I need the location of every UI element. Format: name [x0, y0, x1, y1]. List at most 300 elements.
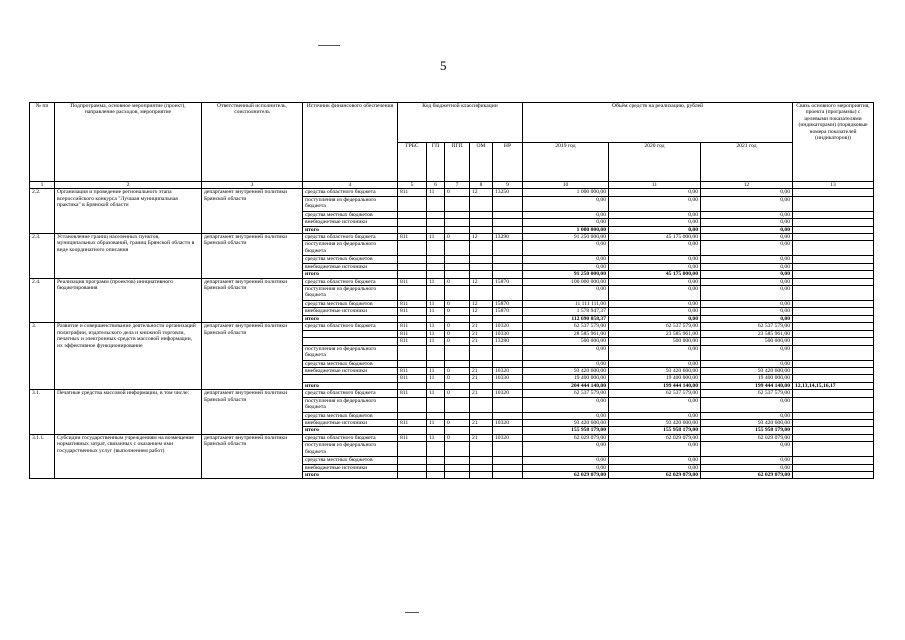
value-2021: 0,00 — [701, 397, 793, 412]
grbs-cell: 811 — [398, 301, 427, 308]
value-2021: 0,00 — [701, 278, 793, 285]
link-cell — [793, 219, 874, 226]
om-cell — [470, 263, 493, 270]
om-cell — [470, 382, 493, 389]
nr-cell — [493, 442, 523, 457]
nr-cell: 13280 — [493, 338, 523, 345]
value-2020: 0,00 — [609, 412, 701, 419]
pgp-cell — [445, 315, 470, 322]
gp-cell — [427, 457, 445, 464]
nr-cell — [493, 263, 523, 270]
value-2019: 0,00 — [523, 464, 609, 471]
value-2020: 0,00 — [609, 256, 701, 263]
grbs-cell — [398, 457, 427, 464]
om-cell — [470, 286, 493, 301]
om-cell — [470, 256, 493, 263]
gp-cell: 11 — [427, 367, 445, 374]
nr-cell — [493, 471, 523, 478]
value-2020: 155 958 179,00 — [609, 427, 701, 434]
value-2021: 199 444 140,00 — [701, 382, 793, 389]
value-2019: 0,00 — [523, 442, 609, 457]
value-2019: 91 250 000,00 — [523, 234, 609, 241]
link-cell — [793, 189, 874, 196]
source-cell: средства местных бюджетов — [303, 360, 398, 367]
link-cell — [793, 330, 874, 337]
om-cell: 12 — [470, 189, 493, 196]
om-cell — [470, 457, 493, 464]
value-2019: 0,00 — [523, 360, 609, 367]
source-cell — [303, 330, 398, 337]
grbs-cell — [398, 427, 427, 434]
nr-cell: 10330 — [493, 375, 523, 382]
value-2019: 0,00 — [523, 241, 609, 256]
pgp-cell — [445, 211, 470, 218]
nr-cell — [493, 241, 523, 256]
pgp-cell — [445, 345, 470, 360]
link-cell — [793, 301, 874, 308]
gp-cell — [427, 412, 445, 419]
value-2021: 500 000,00 — [701, 338, 793, 345]
value-2021: 0,00 — [701, 315, 793, 322]
pgp-cell: 0 — [445, 189, 470, 196]
nr-cell — [493, 345, 523, 360]
value-2020: 199 444 140,00 — [609, 382, 701, 389]
value-2019: 62 029 079,00 — [523, 434, 609, 441]
link-cell — [793, 241, 874, 256]
grbs-cell — [398, 263, 427, 270]
pgp-cell — [445, 256, 470, 263]
grbs-cell: 811 — [398, 434, 427, 441]
source-cell — [303, 338, 398, 345]
om-cell: 21 — [470, 330, 493, 337]
header-kbk: Код бюджетной классификации — [398, 103, 523, 143]
gp-cell — [427, 196, 445, 211]
link-cell — [793, 234, 874, 241]
value-2020: 0,00 — [609, 263, 701, 270]
nr-cell — [493, 382, 523, 389]
header-2020: 2020 год — [609, 142, 701, 182]
item-executor: департамент внутренней политики Брянской области — [202, 323, 303, 390]
gp-cell — [427, 263, 445, 270]
value-2019: 100 000 000,00 — [523, 278, 609, 285]
om-cell — [470, 226, 493, 233]
column-number-row — [30, 182, 874, 189]
om-cell — [470, 427, 493, 434]
gp-cell — [427, 360, 445, 367]
value-2021: 0,00 — [701, 442, 793, 457]
pgp-cell — [445, 263, 470, 270]
source-cell: внебюджетные источники — [303, 263, 398, 270]
source-cell: внебюджетные источники — [303, 419, 398, 426]
source-cell: средства местных бюджетов — [303, 211, 398, 218]
value-2021: 0,00 — [701, 457, 793, 464]
nr-cell: 15870 — [493, 308, 523, 315]
link-cell — [793, 375, 874, 382]
column-number-cell: 10 — [523, 182, 609, 189]
grbs-cell — [398, 226, 427, 233]
item-name: Печатные средства массовой информации, в том числе: — [55, 390, 202, 435]
source-cell: итого — [303, 471, 398, 478]
grbs-cell: 811 — [398, 367, 427, 374]
gp-cell: 11 — [427, 434, 445, 441]
column-number-cell: 7 — [445, 182, 470, 189]
source-cell: внебюджетные источники — [303, 219, 398, 226]
table-row — [30, 234, 874, 241]
value-2021: 93 420 600,00 — [701, 419, 793, 426]
value-2020: 93 420 600,00 — [609, 367, 701, 374]
link-cell — [793, 211, 874, 218]
value-2021: 62 029 079,00 — [701, 434, 793, 441]
om-cell — [470, 397, 493, 412]
gp-cell: 11 — [427, 419, 445, 426]
value-2020: 0,00 — [609, 219, 701, 226]
grbs-cell — [398, 442, 427, 457]
value-2020: 0,00 — [609, 278, 701, 285]
value-2019: 0,00 — [523, 345, 609, 360]
column-number-cell: 3 — [202, 182, 303, 189]
link-cell — [793, 457, 874, 464]
nr-cell: 10330 — [493, 330, 523, 337]
value-2020: 0,00 — [609, 286, 701, 301]
pgp-cell — [445, 286, 470, 301]
value-2019: 0,00 — [523, 286, 609, 301]
gp-cell: 11 — [427, 189, 445, 196]
source-cell: внебюджетные источники — [303, 308, 398, 315]
pgp-cell: 0 — [445, 234, 470, 241]
grbs-cell — [398, 286, 427, 301]
om-cell: 21 — [470, 419, 493, 426]
pgp-cell: 0 — [445, 338, 470, 345]
value-2019: 1 578 947,37 — [523, 308, 609, 315]
pgp-cell — [445, 271, 470, 278]
value-2020: 500 000,00 — [609, 338, 701, 345]
nr-cell — [493, 226, 523, 233]
nr-cell — [493, 412, 523, 419]
value-2019: 0,00 — [523, 196, 609, 211]
source-cell: средства местных бюджетов — [303, 457, 398, 464]
link-cell — [793, 315, 874, 322]
table-body — [30, 103, 874, 479]
value-2020: 0,00 — [609, 315, 701, 322]
source-cell: средства областного бюджета — [303, 390, 398, 397]
column-number-cell: 8 — [470, 182, 493, 189]
grbs-cell: 811 — [398, 234, 427, 241]
header-executor: Ответственный исполнитель, соисполнитель — [202, 103, 303, 182]
value-2020: 0,00 — [609, 360, 701, 367]
link-cell: 12,13,14,15,16,17 — [793, 382, 874, 389]
grbs-cell: 811 — [398, 390, 427, 397]
link-cell — [793, 263, 874, 270]
value-2019: 1 000 000,00 — [523, 189, 609, 196]
item-number: 2.4. — [30, 278, 55, 323]
value-2019: 62 537 579,00 — [523, 390, 609, 397]
nr-cell — [493, 464, 523, 471]
value-2019: 62 537 579,00 — [523, 323, 609, 330]
value-2020: 0,00 — [609, 301, 701, 308]
source-cell: поступления из федерального бюджета — [303, 397, 398, 412]
pgp-cell — [445, 464, 470, 471]
gp-cell: 11 — [427, 375, 445, 382]
column-number-cell: 1 — [30, 182, 55, 189]
value-2019: 112 690 058,37 — [523, 315, 609, 322]
header-volume: Объём средств на реализацию, рублей — [523, 103, 793, 143]
item-name: Реализация программ (проектов) инициативного бюджетирования — [55, 278, 202, 323]
value-2021: 0,00 — [701, 226, 793, 233]
nr-cell: 10320 — [493, 390, 523, 397]
pgp-cell — [445, 427, 470, 434]
grbs-cell: 811 — [398, 330, 427, 337]
value-2019: 93 420 600,00 — [523, 419, 609, 426]
pgp-cell — [445, 457, 470, 464]
value-2020: 93 420 600,00 — [609, 419, 701, 426]
om-cell: 21 — [470, 323, 493, 330]
om-cell: 12 — [470, 308, 493, 315]
value-2020: 0,00 — [609, 226, 701, 233]
value-2021: 62 537 579,00 — [701, 323, 793, 330]
value-2020: 0,00 — [609, 397, 701, 412]
pgp-cell — [445, 442, 470, 457]
grbs-cell: 811 — [398, 308, 427, 315]
grbs-cell — [398, 196, 427, 211]
value-2020: 0,00 — [609, 345, 701, 360]
pgp-cell: 0 — [445, 390, 470, 397]
pgp-cell — [445, 397, 470, 412]
link-cell — [793, 345, 874, 360]
source-cell: средства местных бюджетов — [303, 256, 398, 263]
link-cell — [793, 286, 874, 301]
link-cell — [793, 360, 874, 367]
value-2019: 28 585 961,00 — [523, 330, 609, 337]
pgp-cell — [445, 360, 470, 367]
source-cell: средства местных бюджетов — [303, 301, 398, 308]
pgp-cell — [445, 241, 470, 256]
item-executor: департамент внутренней политики Брянской области — [202, 434, 303, 479]
om-cell: 21 — [470, 367, 493, 374]
table-row — [30, 189, 874, 196]
grbs-cell — [398, 271, 427, 278]
value-2020: 0,00 — [609, 464, 701, 471]
pgp-cell: 0 — [445, 434, 470, 441]
value-2020: 45 175 000,00 — [609, 234, 701, 241]
om-cell: 21 — [470, 375, 493, 382]
column-number-cell: 4 — [303, 182, 398, 189]
grbs-cell — [398, 345, 427, 360]
value-2021: 0,00 — [701, 211, 793, 218]
pgp-cell — [445, 471, 470, 478]
link-cell — [793, 412, 874, 419]
value-2019: 0,00 — [523, 412, 609, 419]
link-cell — [793, 367, 874, 374]
header-row — [30, 103, 874, 143]
value-2019: 0,00 — [523, 457, 609, 464]
pgp-cell — [445, 412, 470, 419]
nr-cell: 10320 — [493, 434, 523, 441]
source-cell: внебюджетные источники — [303, 367, 398, 374]
nr-cell — [493, 271, 523, 278]
source-cell: средства областного бюджета — [303, 234, 398, 241]
link-cell — [793, 471, 874, 478]
grbs-cell — [398, 241, 427, 256]
link-cell — [793, 434, 874, 441]
header-2021: 2021 год — [701, 142, 793, 182]
om-cell — [470, 196, 493, 211]
value-2020: 62 537 579,00 — [609, 390, 701, 397]
value-2019: 1 000 000,00 — [523, 226, 609, 233]
om-cell: 12 — [470, 278, 493, 285]
value-2021: 0,00 — [701, 241, 793, 256]
header-source: Источник финансового обеспечения — [303, 103, 398, 182]
pgp-cell: 0 — [445, 301, 470, 308]
link-cell — [793, 397, 874, 412]
grbs-cell — [398, 397, 427, 412]
header-pgp: ПГП — [445, 142, 470, 182]
nr-cell — [493, 286, 523, 301]
link-cell — [793, 390, 874, 397]
source-cell: средства областного бюджета — [303, 434, 398, 441]
value-2021: 62 029 079,00 — [701, 471, 793, 478]
om-cell — [470, 442, 493, 457]
grbs-cell — [398, 412, 427, 419]
grbs-cell: 811 — [398, 323, 427, 330]
gp-cell — [427, 382, 445, 389]
item-number: 2.3. — [30, 234, 55, 279]
pgp-cell: 0 — [445, 323, 470, 330]
grbs-cell — [398, 315, 427, 322]
grbs-cell — [398, 382, 427, 389]
source-cell: итого — [303, 271, 398, 278]
item-number: 3.1. — [30, 390, 55, 435]
item-number: 3. — [30, 323, 55, 390]
table-row — [30, 323, 874, 330]
gp-cell — [427, 471, 445, 478]
link-cell — [793, 271, 874, 278]
grbs-cell: 811 — [398, 375, 427, 382]
page-number: 5 — [440, 58, 447, 73]
pgp-cell: 0 — [445, 330, 470, 337]
source-cell: поступления из федерального бюджета — [303, 241, 398, 256]
grbs-cell: 811 — [398, 419, 427, 426]
item-name: Организация и проведение регионального этапа всероссийского конкурса "Лучшая муниципальная практика" в Брянской области — [55, 189, 202, 234]
gp-cell: 11 — [427, 308, 445, 315]
header-2019: 2019 год — [523, 142, 609, 182]
nr-cell — [493, 360, 523, 367]
nr-cell: 15870 — [493, 278, 523, 285]
pgp-cell: 0 — [445, 367, 470, 374]
value-2020: 19 400 000,00 — [609, 375, 701, 382]
nr-cell — [493, 457, 523, 464]
source-cell — [303, 375, 398, 382]
grbs-cell: 811 — [398, 338, 427, 345]
link-cell — [793, 442, 874, 457]
table-row — [30, 278, 874, 285]
grbs-cell — [398, 360, 427, 367]
value-2019: 204 444 140,00 — [523, 382, 609, 389]
value-2021: 0,00 — [701, 219, 793, 226]
nr-cell — [493, 427, 523, 434]
item-executor: департамент внутренней политики Брянской области — [202, 234, 303, 279]
value-2021: 0,00 — [701, 189, 793, 196]
column-number-cell: 5 — [398, 182, 427, 189]
nr-cell — [493, 211, 523, 218]
value-2019: 91 250 000,00 — [523, 271, 609, 278]
grbs-cell — [398, 471, 427, 478]
nr-cell: 10320 — [493, 419, 523, 426]
scan-mark — [318, 45, 340, 46]
scan-mark — [405, 612, 419, 613]
header-gp: ГП — [427, 142, 445, 182]
gp-cell: 11 — [427, 390, 445, 397]
pgp-cell: 0 — [445, 278, 470, 285]
value-2019: 0,00 — [523, 256, 609, 263]
source-cell: поступления из федерального бюджета — [303, 286, 398, 301]
om-cell — [470, 464, 493, 471]
column-number-cell: 11 — [609, 182, 701, 189]
value-2021: 93 420 600,00 — [701, 367, 793, 374]
gp-cell — [427, 211, 445, 218]
value-2019: 11 111 111,00 — [523, 301, 609, 308]
source-cell: внебюджетные источники — [303, 464, 398, 471]
value-2021: 0,00 — [701, 345, 793, 360]
item-number: 2.2. — [30, 189, 55, 234]
link-cell — [793, 419, 874, 426]
source-cell: средства областного бюджета — [303, 323, 398, 330]
om-cell — [470, 241, 493, 256]
item-executor: департамент внутренней политики Брянской области — [202, 189, 303, 234]
value-2020: 62 537 579,00 — [609, 323, 701, 330]
pgp-cell — [445, 382, 470, 389]
nr-cell: 10320 — [493, 367, 523, 374]
table-row — [30, 434, 874, 441]
gp-cell — [427, 427, 445, 434]
value-2020: 0,00 — [609, 189, 701, 196]
gp-cell — [427, 219, 445, 226]
value-2020: 62 029 079,00 — [609, 434, 701, 441]
nr-cell — [493, 397, 523, 412]
link-cell — [793, 427, 874, 434]
nr-cell: 13290 — [493, 234, 523, 241]
gp-cell: 11 — [427, 323, 445, 330]
column-number-cell: 12 — [701, 182, 793, 189]
grbs-cell: 811 — [398, 278, 427, 285]
om-cell — [470, 471, 493, 478]
source-cell: средства областного бюджета — [303, 189, 398, 196]
value-2019: 0,00 — [523, 219, 609, 226]
gp-cell — [427, 345, 445, 360]
header-om: ОМ — [470, 142, 493, 182]
item-number: 3.1.1. — [30, 434, 55, 479]
link-cell — [793, 226, 874, 233]
value-2019: 93 420 600,00 — [523, 367, 609, 374]
value-2021: 0,00 — [701, 360, 793, 367]
gp-cell — [427, 286, 445, 301]
source-cell: поступления из федерального бюджета — [303, 345, 398, 360]
header-link: Связь основного мероприятия, проекта (программы) с целевыми показателями (индикаторами) (порядковые номера показателей (индикаторов)) — [793, 103, 874, 182]
value-2020: 0,00 — [609, 211, 701, 218]
om-cell — [470, 211, 493, 218]
om-cell: 21 — [470, 434, 493, 441]
value-2020: 0,00 — [609, 442, 701, 457]
value-2020: 0,00 — [609, 457, 701, 464]
value-2019: 19 400 000,00 — [523, 375, 609, 382]
value-2021: 0,00 — [701, 286, 793, 301]
om-cell: 21 — [470, 390, 493, 397]
nr-cell — [493, 196, 523, 211]
om-cell: 21 — [470, 338, 493, 345]
column-number-cell: 9 — [493, 182, 523, 189]
source-cell: итого — [303, 315, 398, 322]
pgp-cell: 0 — [445, 375, 470, 382]
value-2021: 0,00 — [701, 301, 793, 308]
